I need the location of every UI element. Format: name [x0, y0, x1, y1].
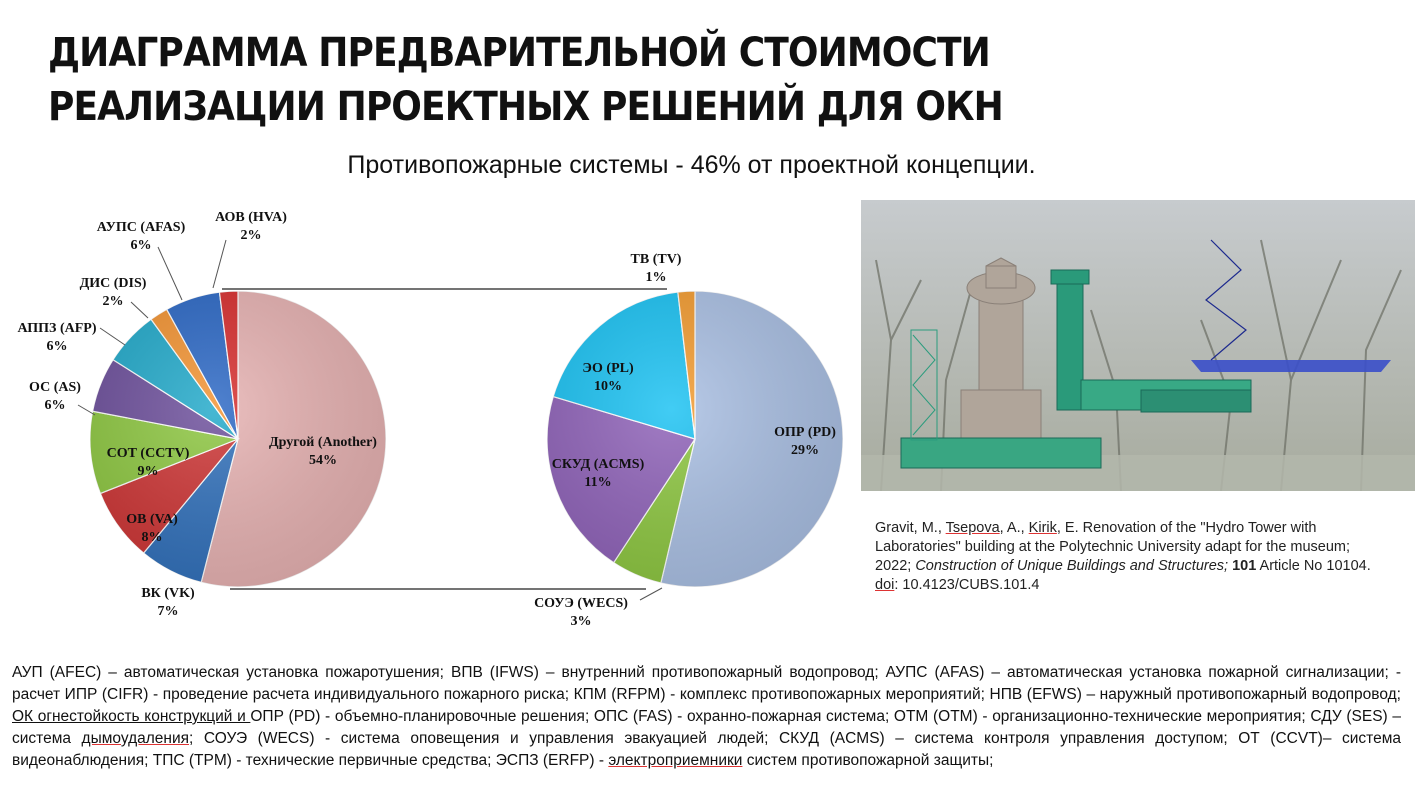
legend-text-6: электроприемники	[608, 752, 743, 769]
legend-text-1: АУП (AFEC) – автоматическая установка пожаротушения; ВПВ (IFWS) – внутренний противопожарный водопровод; АУПС (AFAS) – автоматическая установка пожарной сигнализации; - расчет ИПР (CIFR) - проведение расчета индивидуального пожарного риска; КПМ (RFPM) - комплекс противопожарных мероприятий; НПВ (EFWS) – наружный противопожарный водопровод;	[12, 664, 1401, 703]
page-title: ДИАГРАММА ПРЕДВАРИТЕЛЬНОЙ СТОИМОСТИ РЕАЛИЗАЦИИ ПРОЕКТНЫХ РЕШЕНИЙ ДЛЯ ОКН	[48, 30, 1003, 130]
data-label-hva: АОВ (HVA)	[215, 210, 287, 225]
page-subtitle: Противопожарные системы - 46% от проектной концепции.	[347, 151, 1036, 179]
data-value-vk: 7%	[157, 604, 179, 619]
citation-author-2: Tsepova	[945, 520, 1000, 536]
data-value-acms: 11%	[584, 475, 612, 490]
callout-afp	[100, 328, 125, 345]
data-value-afp: 6%	[46, 339, 68, 354]
legend-text-2: ОК огнестойкость конструкций и	[12, 708, 251, 725]
building-photo	[861, 200, 1415, 491]
data-label-afas: АУПС (AFAS)	[96, 220, 186, 235]
data-value-pd: 29%	[791, 443, 819, 458]
abbreviation-legend	[12, 662, 1401, 772]
data-label-dis: ДИС (DIS)	[79, 276, 147, 291]
citation-separator: , A.,	[999, 520, 1029, 536]
citation-doi: : 10.4123/CUBS.101.4	[894, 577, 1040, 593]
pie-charts	[0, 200, 860, 640]
data-value-hva: 2%	[240, 228, 262, 243]
hydro-tower-model-image	[861, 200, 1415, 491]
data-value-pl: 10%	[594, 379, 622, 394]
data-label-tv: ТВ (TV)	[630, 252, 682, 267]
legend-text-7: систем противопожарной защиты;	[742, 752, 994, 769]
data-value-va: 8%	[141, 530, 163, 545]
data-value-as: 6%	[44, 398, 66, 413]
callout-wecs	[640, 588, 662, 600]
citation-author-3: Kirik	[1028, 520, 1057, 536]
legend-text-4: дымоудаления	[81, 730, 190, 747]
citation-journal: Construction of Unique Buildings and Structures;	[915, 558, 1229, 574]
legend-text-3: ОПР (PD) - объемно-планировочные решения; ОПС (FAS) - охранно-пожарная система; ОТМ (OTM) - организационно-технические мероприятия; СДУ (SES) – система	[12, 708, 1401, 747]
citation	[875, 519, 1375, 595]
callout-afas	[158, 247, 182, 300]
data-label-pd: ОПР (PD)	[774, 425, 836, 440]
data-value-tv: 1%	[645, 270, 667, 285]
citation-body: , E. Renovation of the "Hydro Tower with Laboratories" building at the Polytechnic University adapt for the museum; 2022;	[875, 520, 1351, 574]
data-label-vk: ВК (VK)	[141, 586, 195, 601]
data-label-pl: ЭО (PL)	[582, 361, 634, 376]
data-label-as: ОС (AS)	[29, 380, 81, 395]
citation-volume: 101	[1228, 558, 1257, 574]
data-value-afas: 6%	[130, 238, 152, 253]
data-value-dis: 2%	[102, 294, 124, 309]
callout-dis	[131, 302, 148, 318]
data-value-wecs: 3%	[570, 614, 592, 629]
data-value-cctv: 9%	[137, 464, 159, 479]
legend-text-5: ; СОУЭ (WECS) - система оповещения и управления эвакуацией людей; СКУД (ACMS) – система контроля управления доступом; ОТ (CCVT)– система видеонаблюдения; ТПС (TPM) - технические первичные средства; ЭСПЗ (ERFP) -	[12, 730, 1401, 769]
citation-authors: Gravit, M.,	[875, 520, 946, 536]
citation-article: Article No 10104.	[1256, 558, 1371, 574]
data-label-afp: АППЗ (AFP)	[17, 321, 97, 336]
callout-hva	[213, 240, 226, 288]
data-value-another: 54%	[309, 453, 337, 468]
data-label-another: Другой (Another)	[269, 435, 377, 450]
data-label-wecs: СОУЭ (WECS)	[534, 596, 628, 611]
data-label-acms: СКУД (ACMS)	[551, 457, 645, 472]
citation-doi-label[interactable]: doi	[875, 577, 895, 593]
data-label-va: ОВ (VA)	[126, 512, 178, 527]
data-label-cctv: СОТ (CCTV)	[106, 446, 190, 461]
